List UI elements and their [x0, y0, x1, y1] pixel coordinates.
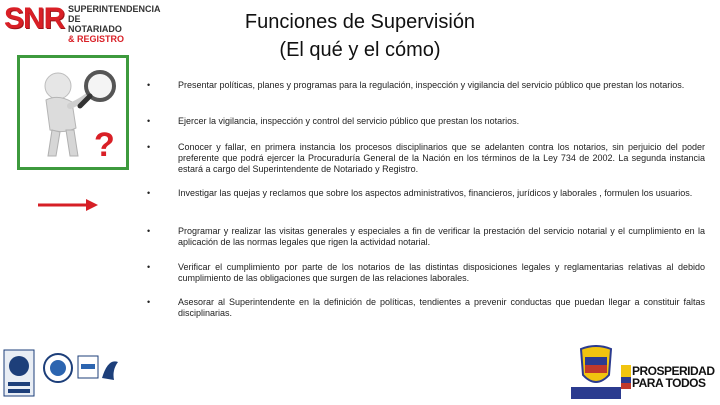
arrow-right-icon [38, 198, 98, 212]
prosperidad-logo [632, 365, 715, 389]
magnifier-figure-icon [20, 58, 126, 167]
list-item-text: Investigar las quejas y reclamos que sobre los aspectos administrativos, financieros, jurídicos y laborales , formulen los usuarios. [178, 188, 693, 198]
snr-logo [4, 2, 174, 44]
list-item-text: Presentar políticas, planes y programas para la regulación, inspección y vigilancia del servicio público que prestan los notarios. [178, 80, 685, 90]
bullet-dot: • [147, 297, 151, 307]
flag-stripes-icon [621, 365, 631, 389]
government-logos [565, 345, 720, 403]
bullet-dot: • [147, 142, 151, 152]
title-line2: (El qué y el cómo) [279, 39, 441, 61]
iqnet-seal-icon [44, 354, 72, 382]
list-item-text: Verificar el cumplimiento por parte de los notarios de las distintas disposiciones legales y reglamentarias relativas al debido cumplimiento de las obligaciones que surgen de las relaciones laborales. [178, 262, 705, 283]
logo-org-line1: SUPERINTENDENCIA DE [68, 4, 161, 24]
logo-org-line3: & REGISTRO [68, 34, 125, 44]
question-mark-icon: ? [94, 126, 115, 164]
coat-of-arms-icon [565, 345, 627, 401]
list-item [145, 226, 705, 248]
bullet-dot: • [147, 188, 151, 198]
bullet-dot: • [147, 116, 151, 126]
list-item [145, 188, 692, 199]
list-item [145, 80, 684, 91]
list-item-text: Asesorar al Superintendente en la definición de políticas, tendientes a prevenir conductas que puedan llegar a constituir faltas disciplinarias. [178, 297, 705, 318]
logo-org-line2: NOTARIADO [68, 24, 122, 34]
icontec-seal-icon [4, 350, 34, 396]
bird-seal-icon [102, 361, 118, 380]
logo-abbr: SNR [4, 2, 65, 35]
prosperidad-line2: PARA TODOS [632, 376, 706, 390]
list-item [145, 142, 705, 175]
list-item [145, 116, 519, 127]
quality-seal-icon [78, 356, 98, 378]
list-item [145, 262, 705, 284]
prosperidad-line1: PROSPERIDAD [632, 364, 715, 378]
bullet-dot: • [147, 80, 151, 90]
title-line1: Funciones de Supervisión [244, 11, 476, 33]
illustration-frame [17, 55, 129, 170]
bullet-dot: • [147, 226, 151, 236]
bullet-dot: • [147, 262, 151, 272]
list-item-text: Conocer y fallar, en primera instancia los procesos disciplinarios que se adelanten contra los notarios, sin perjuicio del poder preferente que podrá ejercer la Procuraduría General de la Nación en los términos de la Ley 734 de 2002. La segunda instancia estará a cargo del Superintendente de Notariado y Registro. [178, 142, 705, 174]
list-item-text: Programar y realizar las visitas generales y especiales a fin de verificar la prestación del servicio notarial y el cumplimiento en la aplicación de las normas legales que rigen la actividad notarial. [178, 226, 705, 247]
page-title [150, 8, 570, 64]
list-item-text: Ejercer la vigilancia, inspección y control del servicio público que prestan los notarios. [178, 116, 520, 126]
certification-seals [2, 348, 122, 400]
list-item [145, 297, 705, 319]
